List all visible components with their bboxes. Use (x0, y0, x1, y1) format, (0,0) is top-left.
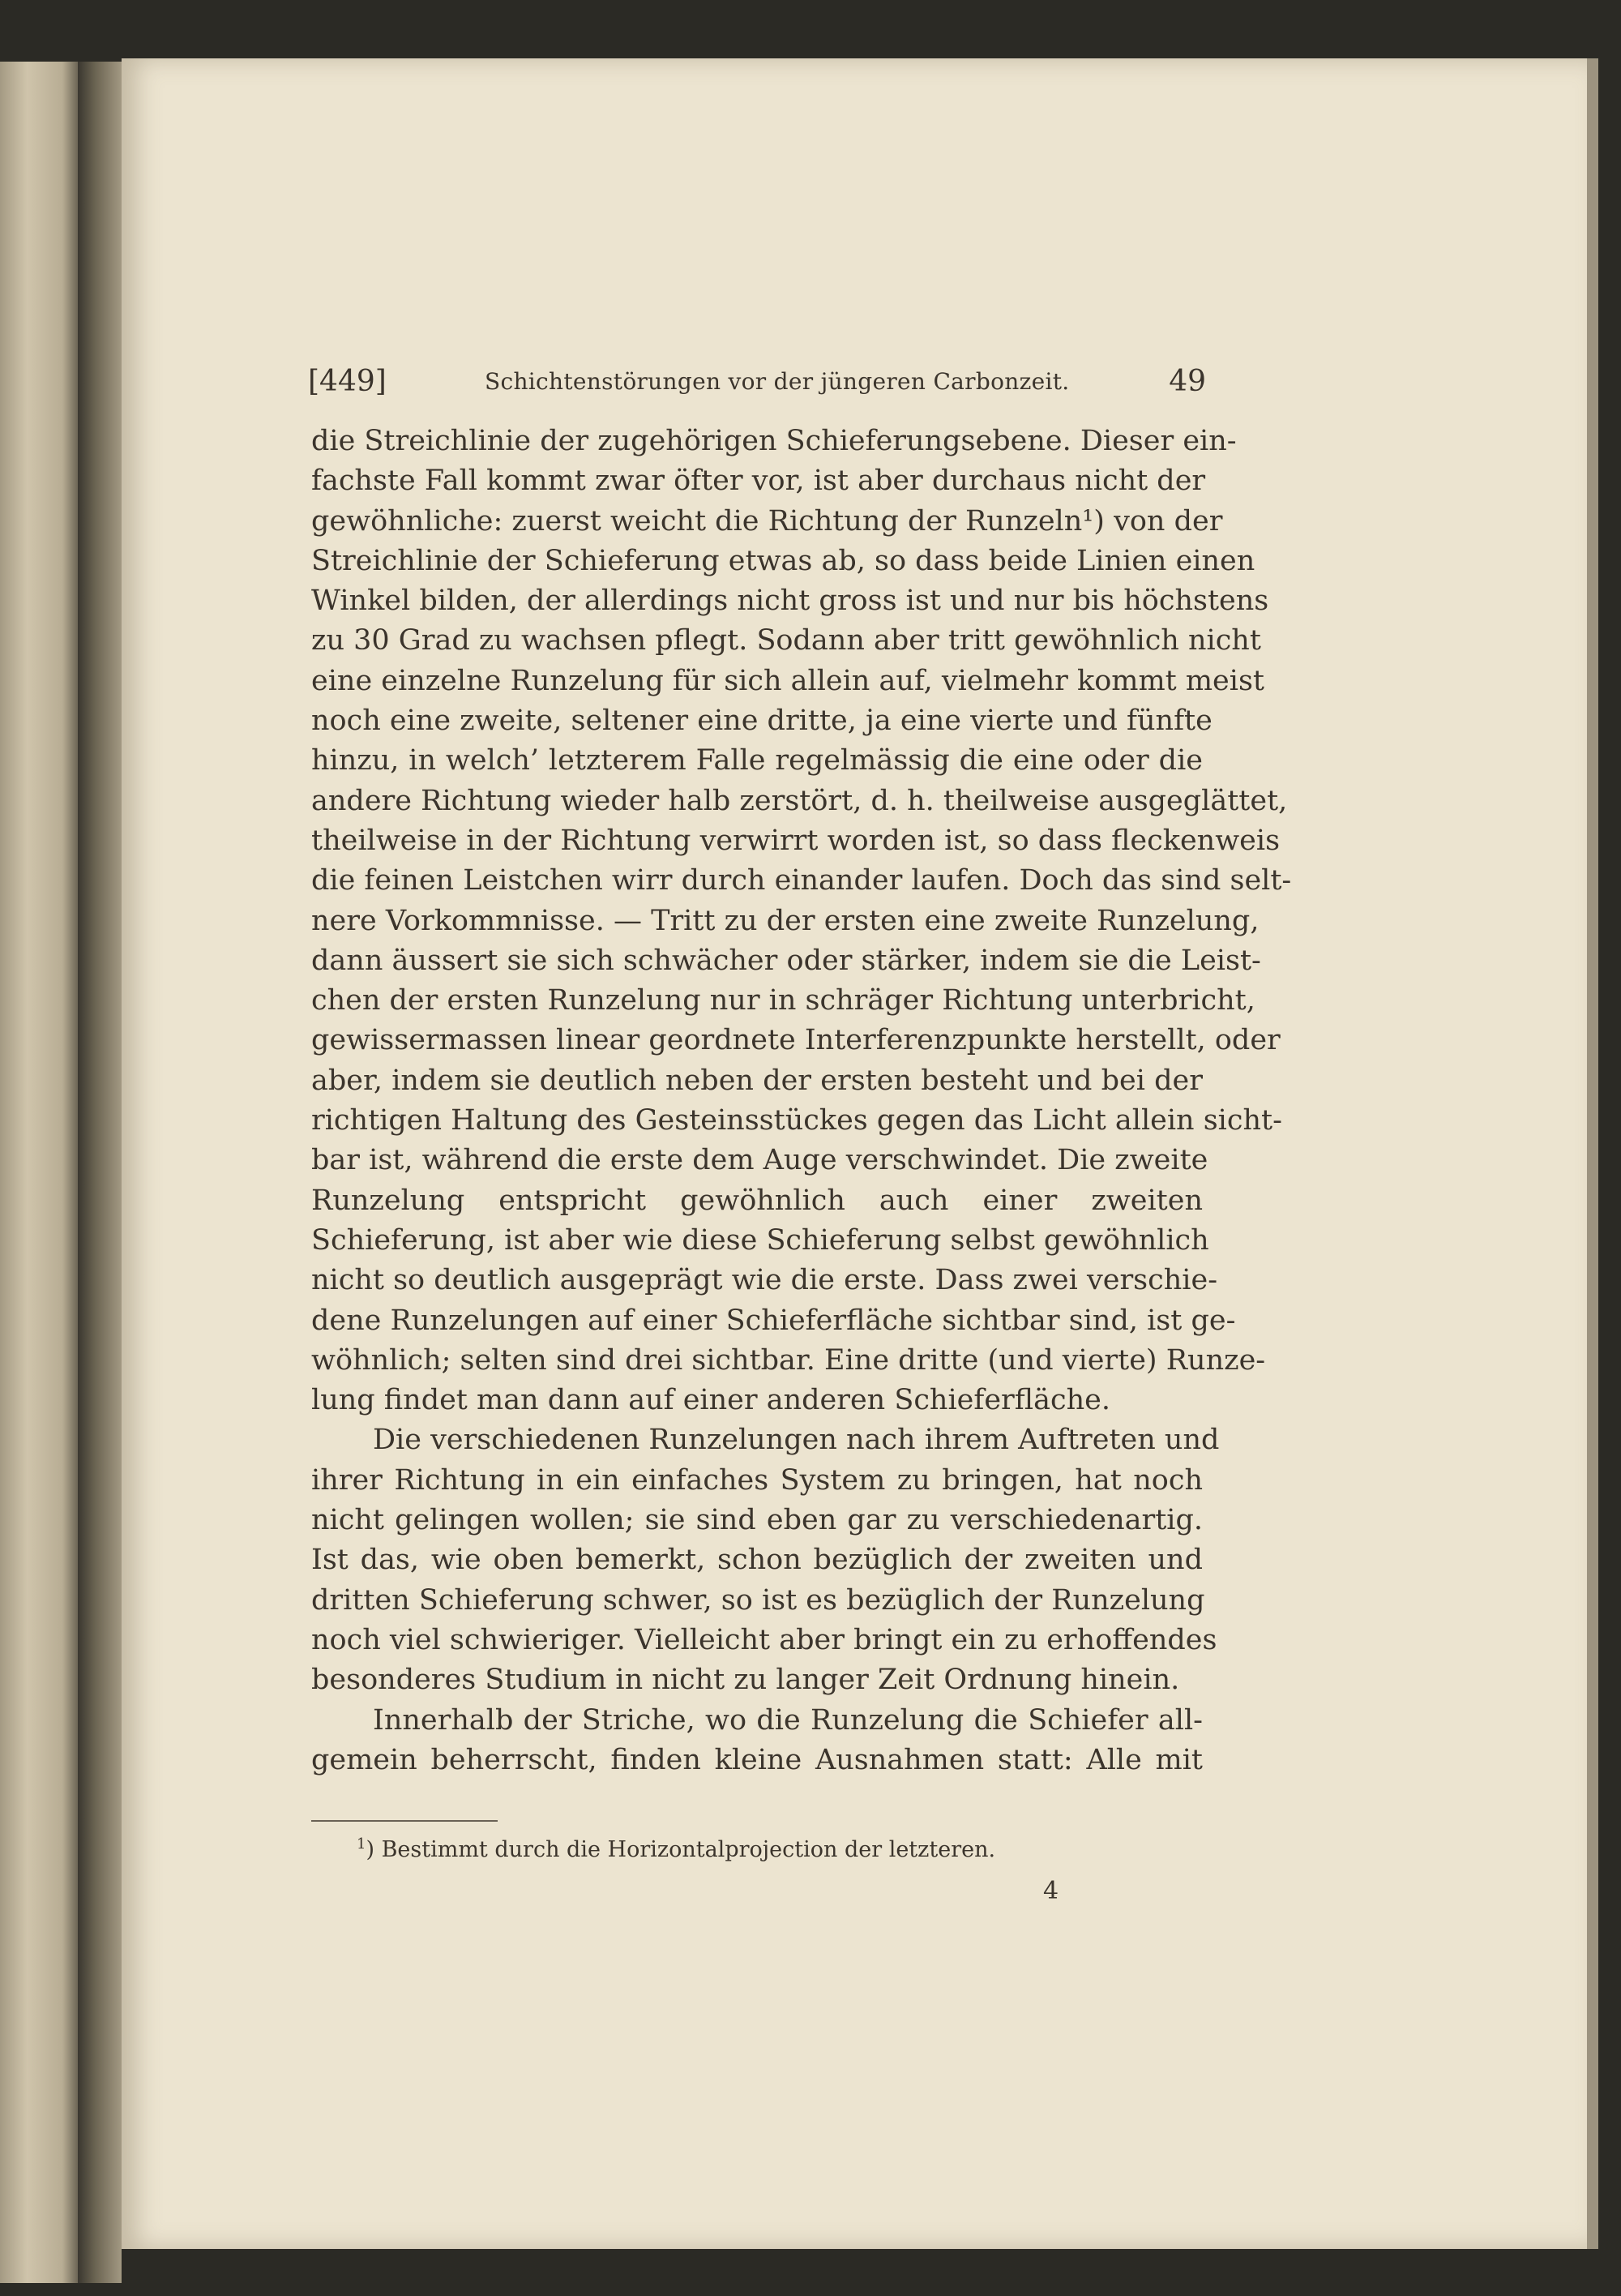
text-line: gewöhnliche: zuerst weicht die Richtung der Runzeln¹) von der (311, 504, 1223, 538)
text-line: Runzelung entspricht gewöhnlich auch einer zweiten (311, 1184, 1203, 1217)
body-text (311, 422, 1292, 1780)
text-line: besonderes Studium in nicht zu langer Zeit Ordnung hinein. (311, 1664, 1180, 1697)
page-number: 49 (1169, 365, 1206, 398)
text-line: richtigen Haltung des Gesteinsstückes gegen das Licht allein sicht- (311, 1104, 1282, 1137)
text-line: aber, indem sie deutlich neben der ersten besteht und bei der (311, 1064, 1203, 1097)
text-line: andere Richtung wieder halb zerstört, d. h. theilweise ausgeglättet, (311, 784, 1288, 817)
text-line: hinzu, in welch’ letzterem Falle regelmässig die eine oder die (311, 744, 1203, 777)
footnote-rule (311, 1820, 498, 1822)
text-line: chen der ersten Runzelung nur in schräger Richtung unterbricht, (311, 984, 1255, 1017)
footnote-marker: 1 (357, 1836, 366, 1853)
text-line: dritten Schieferung schwer, so ist es bezüglich der Runzelung (311, 1583, 1205, 1617)
text-line: Streichlinie der Schieferung etwas ab, so dass beide Linien einen (311, 544, 1255, 577)
text-line: Winkel bilden, der allerdings nicht gross ist und nur bis höchstens (311, 585, 1269, 618)
text-line: gewissermassen linear geordnete Interferenzpunkte herstellt, oder (311, 1024, 1281, 1057)
text-line: Innerhalb der Striche, wo die Runzelung die Schiefer all- (373, 1703, 1203, 1737)
text-line: dene Runzelungen auf einer Schieferfläche sichtbar sind, ist ge- (311, 1304, 1236, 1337)
text-line: eine einzelne Runzelung für sich allein auf, vielmehr kommt meist (311, 664, 1264, 697)
text-line: nicht so deutlich ausgeprägt wie die erste. Dass zwei verschie- (311, 1264, 1218, 1297)
footnote (357, 1836, 995, 1862)
text-line: noch viel schwieriger. Vielleicht aber bringt ein zu erhoffendes (311, 1623, 1217, 1656)
text-line: wöhnlich; selten sind drei sichtbar. Eine dritte (und vierte) Runze- (311, 1343, 1266, 1377)
text-line: bar ist, während die erste dem Auge verschwindet. Die zweite (311, 1144, 1208, 1177)
text-line: nicht gelingen wollen; sie sind eben gar zu verschiedenartig. (311, 1504, 1203, 1537)
text-line: lung findet man dann auf einer anderen Schieferfläche. (311, 1384, 1110, 1417)
text-line: nere Vorkommnisse. — Tritt zu der ersten eine zweite Runzelung, (311, 904, 1260, 937)
footnote-text: ) Bestimmt durch die Horizontalprojection der letzteren. (366, 1837, 996, 1862)
text-line: dann äussert sie sich schwächer oder stärker, indem sie die Leist- (311, 944, 1261, 977)
header-title: Schichtenstörungen vor der jüngeren Carbonzeit. (485, 368, 1070, 395)
book-gutter (78, 62, 122, 2283)
running-header (308, 365, 1206, 405)
facing-page-edge (0, 62, 78, 2283)
text-line: gemein beherrscht, finden kleine Ausnahmen statt: Alle mit (311, 1743, 1203, 1776)
text-line: theilweise in der Richtung verwirrt worden ist, so dass fleckenweis (311, 824, 1281, 857)
text-line: Schieferung, ist aber wie diese Schieferung selbst gewöhnlich (311, 1223, 1209, 1257)
text-line: die feinen Leistchen wirr durch einander laufen. Doch das sind selt- (311, 864, 1292, 897)
text-line: Die verschiedenen Runzelungen nach ihrem Auftreten und (373, 1424, 1220, 1457)
text-line: ihrer Richtung in ein einfaches System zu bringen, hat noch (311, 1463, 1203, 1497)
text-line: noch eine zweite, seltener eine dritte, ja eine vierte und fünfte (311, 705, 1213, 738)
text-line: die Streichlinie der zugehörigen Schieferungsebene. Dieser ein- (311, 425, 1237, 457)
text-line: fachste Fall kommt zwar öfter vor, ist aber durchaus nicht der (311, 465, 1206, 498)
text-line: Ist das, wie oben bemerkt, schon bezüglich der zweiten und (311, 1544, 1203, 1577)
signature-mark: 4 (1043, 1877, 1059, 1905)
header-page-ref: [449] (308, 365, 387, 398)
text-line: zu 30 Grad zu wachsen pflegt. Sodann aber tritt gewöhnlich nicht (311, 624, 1261, 658)
